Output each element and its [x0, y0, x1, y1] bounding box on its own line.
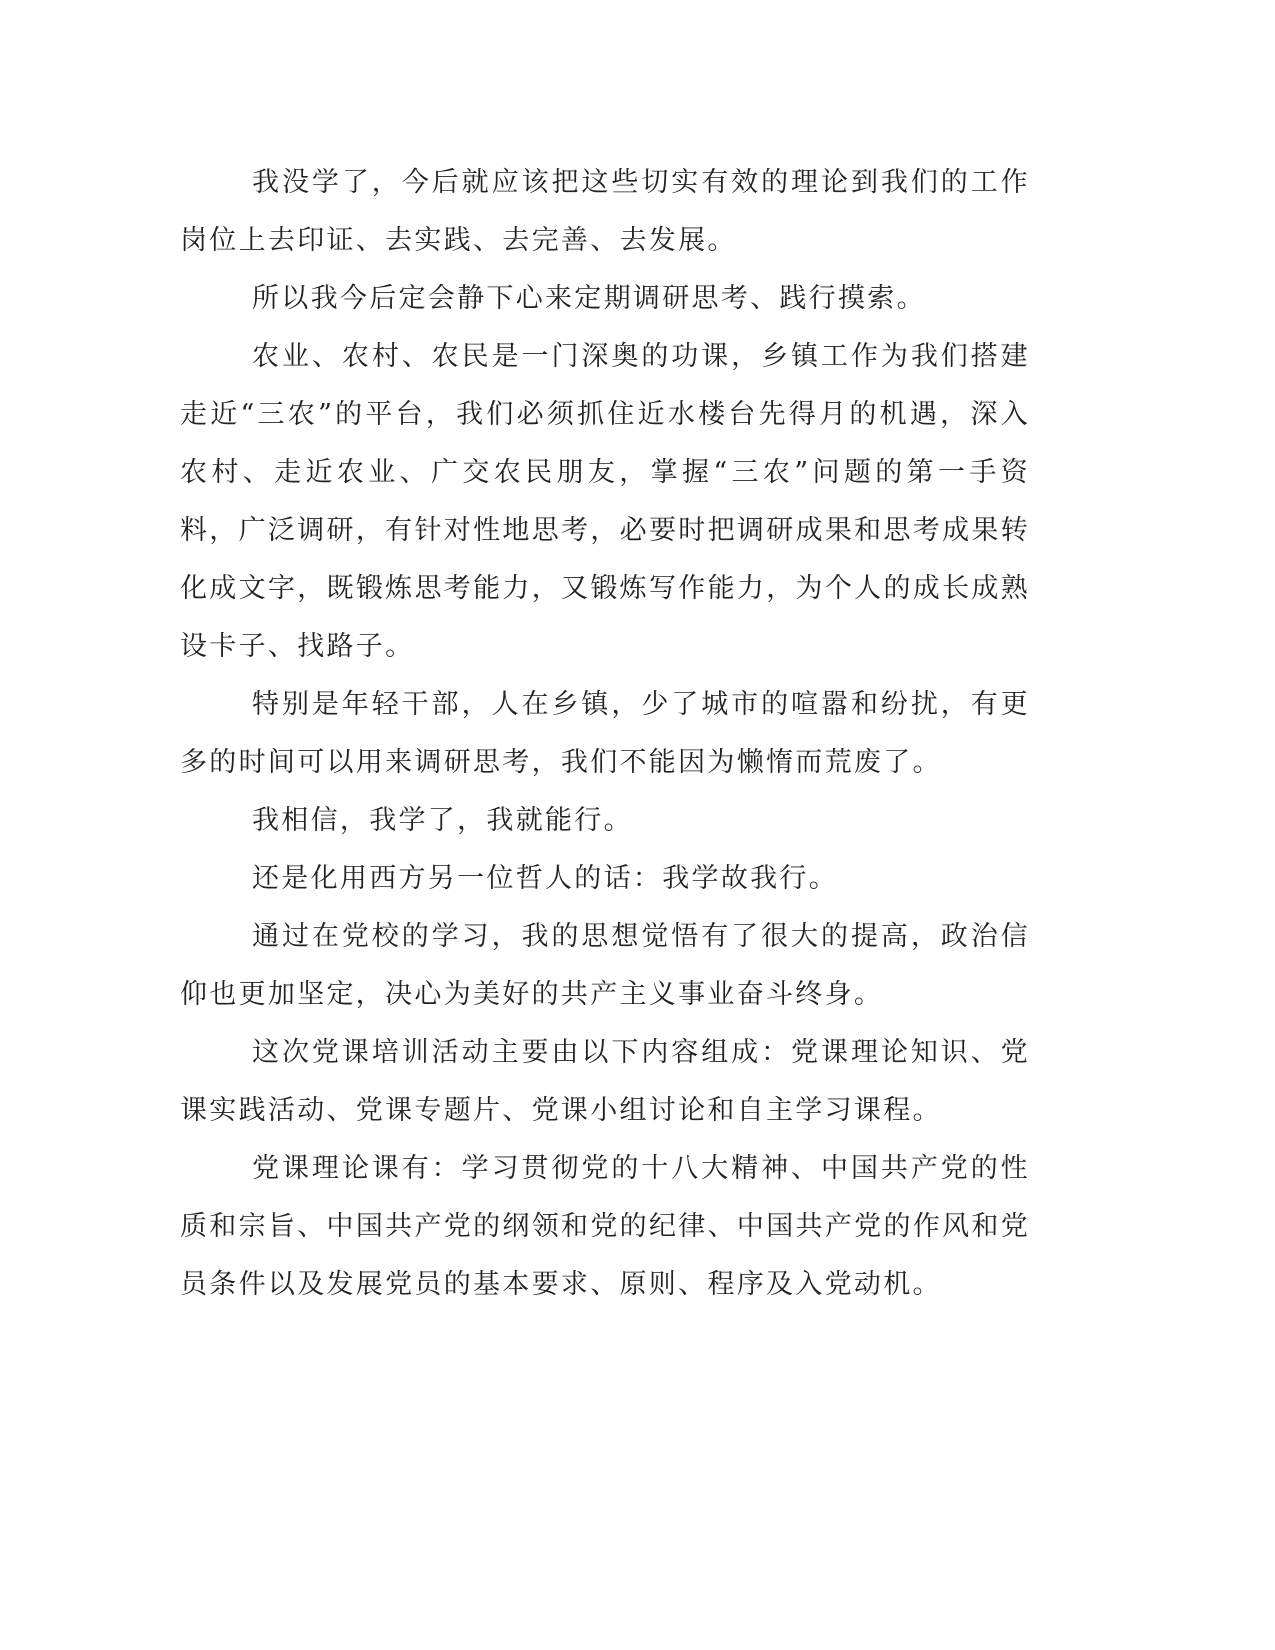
paragraph: 通过在党校的学习，我的思想觉悟有了很大的提高，政治信仰也更加坚定，决心为美好的共产主义事业奋斗终身。 [180, 921, 1030, 1010]
paragraph: 农业、农村、农民是一门深奥的功课，乡镇工作为我们搭建走近“三农”的平台，我们必须抓住近水楼台先得月的机遇，深入农村、走近农业、广交农民朋友，掌握“三农”问题的第一手资料，广泛调研，有针对性地思考，必要时把调研成果和思考成果转化成文字，既锻炼思考能力，又锻炼写作能力，为个人的成长成熟设卡子、找路子。 [180, 341, 1030, 662]
paragraph: 这次党课培训活动主要由以下内容组成：党课理论知识、党课实践活动、党课专题片、党课小组讨论和自主学习课程。 [180, 1037, 1030, 1126]
paragraph: 所以我今后定会静下心来定期调研思考、践行摸索。 [252, 283, 926, 314]
document-page [180, 154, 1030, 1314]
paragraph: 我相信，我学了，我就能行。 [252, 805, 633, 836]
paragraph: 我没学了，今后就应该把这些切实有效的理论到我们的工作岗位上去印证、去实践、去完善、去发展。 [180, 167, 1030, 256]
paragraph: 特别是年轻干部，人在乡镇，少了城市的喧嚣和纷扰，有更多的时间可以用来调研思考，我们不能因为懒惰而荒废了。 [180, 689, 1030, 778]
paragraph: 党课理论课有：学习贯彻党的十八大精神、中国共产党的性质和宗旨、中国共产党的纲领和党的纪律、中国共产党的作风和党员条件以及发展党员的基本要求、原则、程序及入党动机。 [180, 1153, 1030, 1300]
paragraph: 还是化用西方另一位哲人的话：我学故我行。 [252, 863, 838, 894]
